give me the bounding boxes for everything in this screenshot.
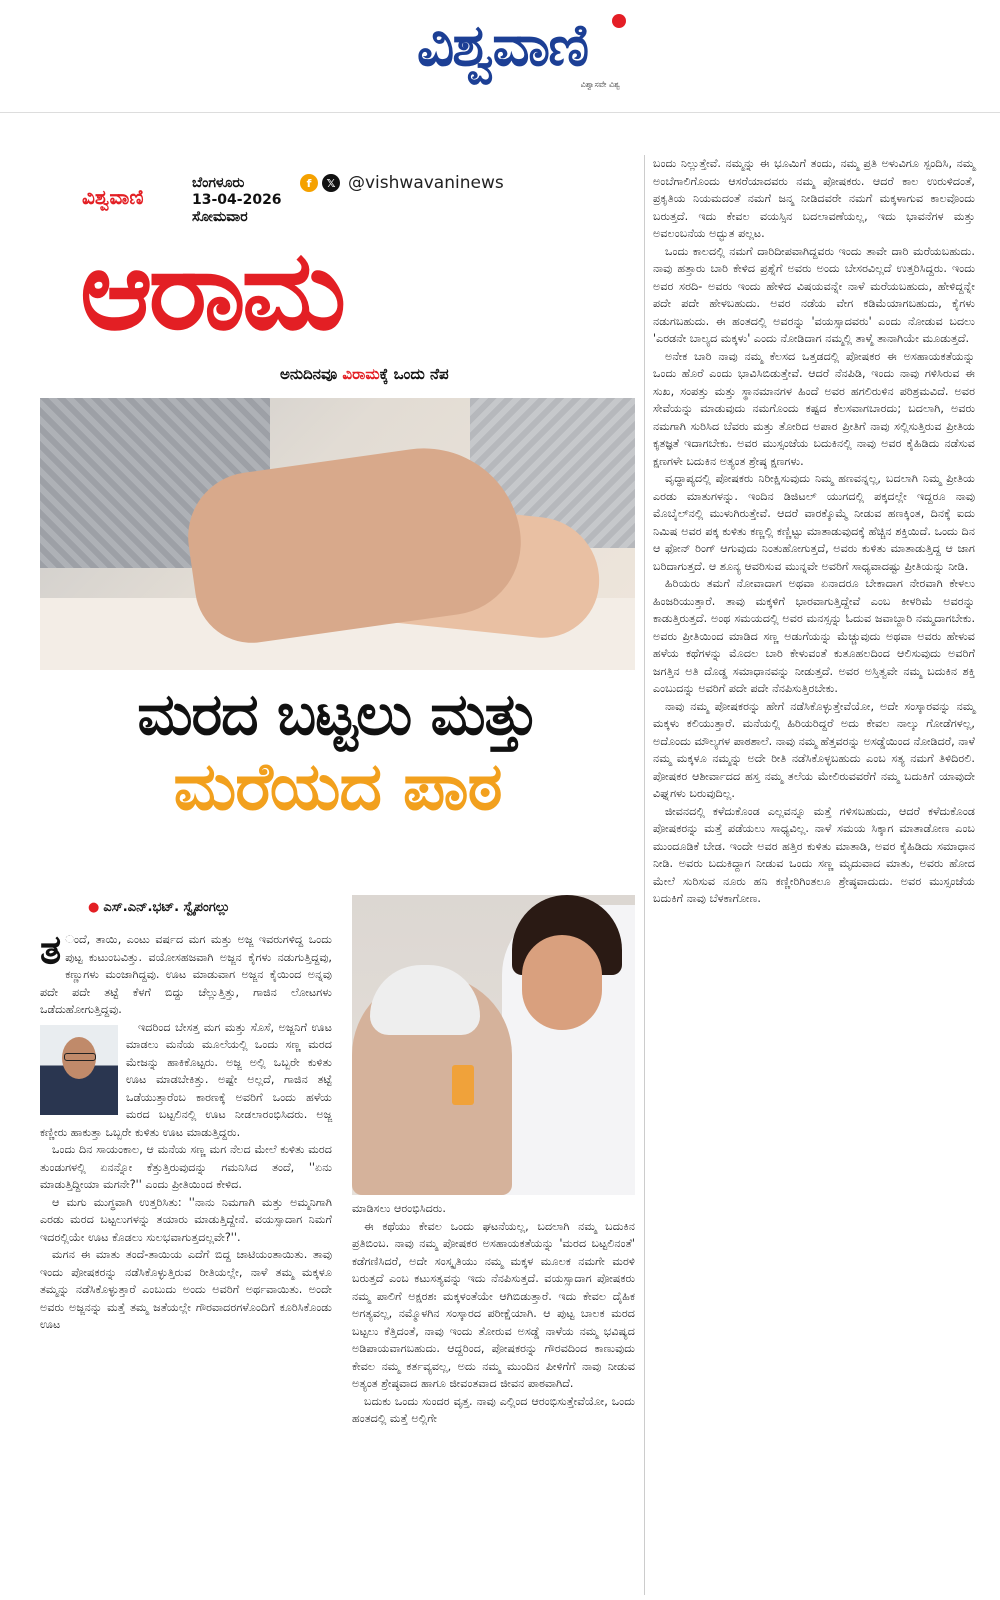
headline-line-2: ಮರೆಯದ ಪಾಠ — [173, 748, 502, 825]
masthead — [0, 0, 1000, 113]
author-name: ಎಸ್.ಎನ್.ಭಟ್. ಸ್ವೈಪಂಗಲ್ಲು — [103, 900, 230, 915]
caregiver-photo — [352, 895, 635, 1195]
section-tagline — [280, 365, 449, 383]
social-handle[interactable]: @vishwavaninews — [348, 173, 504, 193]
nurse-face — [522, 935, 602, 1030]
author-photo — [40, 1025, 118, 1115]
elderly-hair — [370, 965, 480, 1035]
paragraph: ಂದೆ, ತಾಯಿ, ಎಂಟು ವರ್ಷದ ಮಗ ಮತ್ತು ಅಜ್ಜ ಇವರುಗಳಿದ್ದ ಒಂದು ಪುಟ್ಟ ಕುಟುಂಬವಿತ್ತು. ವಯೋಸಹಜವಾಗಿ ಅಜ್ಜನ ಕೈಗಳು ನಡುಗುತ್ತಿದ್ದವು, ಕಣ್ಣುಗಳು ಮಂಜಾಗಿದ್ದವು. ಊಟ ಮಾಡುವಾಗ ಅಜ್ಜನ ಕೈಯಿಂದ ಅನ್ನವು ಪದೇ ಪದೇ ತಟ್ಟೆ ಕೆಳಗೆ ಬಿದ್ದು ಚೆಲ್ಲುತ್ತಿತ್ತು, ಗಾಜಿನ ಲೋಟಗಳು ಒಡೆದುಹೋಗುತ್ತಿದ್ದವು. — [40, 933, 332, 1016]
logo-dot-icon — [612, 14, 626, 28]
juice-glass — [452, 1065, 474, 1105]
paragraph: ಬದುಕು ಒಂದು ಸುಂದರ ವೃತ್ತ. ನಾವು ಎಲ್ಲಿಂದ ಆರಂಭಿಸುತ್ತೇವೆಯೋ, ಒಂದು ಹಂತದಲ್ಲಿ ಮತ್ತೆ ಅಲ್ಲಿಗೇ — [352, 1394, 635, 1425]
byline — [88, 900, 230, 915]
column-1 — [40, 927, 332, 1334]
column-3 — [653, 155, 975, 908]
masthead-title: ವಿಶ್ವವಾಣಿ — [416, 11, 588, 79]
headline-line-1: ಮರದ ಬಟ್ಟಲು ಮತ್ತು — [137, 680, 538, 748]
glasses-icon — [64, 1053, 96, 1061]
tagline-part-a: ಅನುದಿನವೂ — [280, 365, 343, 383]
tagline-part-b: ವಿರಾಮ — [342, 365, 380, 383]
paragraph: ಈ ಕಥೆಯು ಕೇವಲ ಒಂದು ಘಟನೆಯಲ್ಲ, ಬದಲಾಗಿ ನಮ್ಮ ಬದುಕಿನ ಪ್ರತಿಬಿಂಬ. ನಾವು ನಮ್ಮ ಪೋಷಕರ ಅಸಹಾಯಕತೆಯನ್ನು 'ಮರದ ಬಟ್ಟಲಿನಂತೆ' ಕಡೆಗಣಿಸಿದರೆ, ಅದೇ ಸಂಸ್ಕೃತಿಯು ನಮ್ಮ ಮಕ್ಕಳ ಮೂಲಕ ನಮಗೇ ಮರಳಿ ಬರುತ್ತದೆ ಎಂಬ ಕಟುಸತ್ಯವನ್ನು ಇದು ನೆನಪಿಸುತ್ತದೆ. ವಯಸ್ಸಾದಾಗ ಪೋಷಕರು ನಮ್ಮ ಪಾಲಿಗೆ ಅಕ್ಷರಶಃ ಮಕ್ಕಳಂತೆಯೇ ಆಗಿಬಿಡುತ್ತಾರೆ. ಇದು ಕೇವಲ ದೈಹಿಕ ಅಗತ್ಯವಲ್ಲ, ನಮ್ಮೊಳಗಿನ ಸಂಸ್ಕಾರದ ಪರೀಕ್ಷೆಯಾಗಿ. ಆ ಪುಟ್ಟ ಬಾಲಕ ಮರದ ಬಟ್ಟಲು ಕೆತ್ತಿದಂತೆ, ನಾವು ಇಂದು ತೋರುವ ಅಸಡ್ಡೆ ನಾಳೆಯ ನಮ್ಮ ಭವಿಷ್ಯದ ಅಡಿಪಾಯವಾಗಬಹುದು. ಆದ್ದರಿಂದ, ಪೋಷಕರನ್ನು ಗೌರವದಿಂದ ಕಾಣುವುದು ಕೇವಲ ನಮ್ಮ ಕರ್ತವ್ಯವಲ್ಲ, ಅದು ನಮ್ಮ ಮುಂದಿನ ಪೀಳಿಗೆಗೆ ನಾವು ನೀಡುವ ಅತ್ಯಂತ ಶ್ರೇಷ್ಠವಾದ ಹಾಗೂ ಜೀವಂತವಾದ ಜೀವನ ಪಾಠವಾಗಿದೆ. — [352, 1219, 635, 1390]
paragraph: ಒಂದು ದಿನ ಸಾಯಂಕಾಲ, ಆ ಮನೆಯ ಸಣ್ಣ ಮಗ ನೆಲದ ಮೇಲೆ ಕುಳಿತು ಮರದ ತುಂಡುಗಳಲ್ಲಿ ಏನನ್ನೋ ಕೆತ್ತುತ್ತಿರುವುದನ್ನು ಗಮನಿಸಿದ ತಂದೆ, ''ಏನು ಮಾಡುತ್ತಿದ್ದೀಯಾ ಮಗನೇ?'' ಎಂದು ಪ್ರೀತಿಯಿಂದ ಕೇಳಿದ. — [40, 1143, 332, 1191]
section-title: ಆರಾಮ — [80, 226, 343, 354]
column-divider — [644, 155, 645, 1595]
paragraph: ವೃದ್ಧಾಪ್ಯದಲ್ಲಿ ಪೋಷಕರು ನಿರೀಕ್ಷಿಸುವುದು ನಿಮ್ಮ ಹಣವನ್ನಲ್ಲ, ಬದಲಾಗಿ ನಿಮ್ಮ ಪ್ರೀತಿಯ ಎರಡು ಮಾತುಗಳನ್ನು. ಇಂದಿನ ಡಿಜಿಟಲ್ ಯುಗದಲ್ಲಿ ಪಕ್ಕದಲ್ಲೇ ಇದ್ದರೂ ನಾವು ಮೊಬೈಲ್‌ನಲ್ಲಿ ಮುಳುಗಿರುತ್ತೇವೆ. ಆದರೆ ವಾರಕ್ಕೊಮ್ಮೆ ನೀಡುವ ಹಣಕ್ಕಿಂತ, ದಿನಕ್ಕೆ ಐದು ನಿಮಿಷ ಅವರ ಪಕ್ಕ ಕುಳಿತು ಕಣ್ಣಲ್ಲಿ ಕಣ್ಣಿಟ್ಟು ಮಾತಾಡುವುದಕ್ಕೆ ಹೆಚ್ಚಿನ ಶಕ್ತಿಯಿದೆ. ಒಂದು ದಿನ ಆ ಫೋನ್ ರಿಂಗ್ ಆಗುವುದು ನಿಂತುಹೋಗುತ್ತದೆ, ಅವರು ಕುಳಿತು ಮಾತಾಡುತ್ತಿದ್ದ ಆ ಜಾಗ ಬರಿದಾಗುತ್ತದೆ. ಆ ಶೂನ್ಯ ಆವರಿಸುವ ಮುನ್ನವೇ ಅವರಿಗೆ ಸಾಧ್ಯವಾದಷ್ಟು ಪ್ರೀತಿಯನ್ನು ನೀಡಿ. — [653, 472, 975, 573]
paragraph: ಮಾಡಿಸಲು ಆರಂಭಿಸಿದರು. — [352, 1202, 446, 1215]
masthead-logo[interactable] — [362, 6, 642, 96]
tagline-part-c: ಕ್ಕೆ ಒಂದು ನೆಪ — [379, 365, 449, 383]
column-2 — [352, 1200, 635, 1428]
paragraph: ಅನೇಕ ಬಾರಿ ನಾವು ನಮ್ಮ ಕೆಲಸದ ಒತ್ತಡದಲ್ಲಿ ಪೋಷಕರ ಈ ಅಸಹಾಯಕತೆಯನ್ನು ಒಂದು ಹೊರೆ ಎಂದು ಭಾವಿಸಿಬಿಡುತ್ತೇವೆ. ಆದರೆ ನೆನಪಿಡಿ, ಇಂದು ನಾವು ಗಳಿಸಿರುವ ಈ ಸುಖ, ಸಂಪತ್ತು ಮತ್ತು ಸ್ಥಾನಮಾನಗಳ ಹಿಂದೆ ಅವರ ಹಗಲಿರುಳಿನ ಪರಿಶ್ರಮವಿದೆ. ಅವರ ಸೇವೆಯನ್ನು ಮಾಡುವುದು ನಮಗೊಂದು ಕಷ್ಟದ ಕೆಲಸವಾಗಬಾರದು; ಬದಲಾಗಿ, ಅವರು ನಮಗಾಗಿ ಸುರಿಸಿದ ಬೆವರು ಮತ್ತು ತೋರಿದ ಅಪಾರ ಪ್ರೀತಿಗೆ ನಾವು ಸಲ್ಲಿಸುತ್ತಿರುವ ಪ್ರೀತಿಯ ಕೃತಜ್ಞತೆ ಇದಾಗಬೇಕು. ಅವರ ಮುಸ್ಸಂಜೆಯ ಬದುಕಿನಲ್ಲಿ ನಾವು ಅವರ ಕೈಹಿಡಿದು ನಡೆಸುವ ಕ್ಷಣಗಳೇ ಬದುಕಿನ ಅತ್ಯಂತ ಶ್ರೇಷ್ಠ ಕ್ಷಣಗಳು. — [653, 349, 975, 468]
article-headline — [40, 680, 635, 826]
facebook-icon[interactable]: f — [300, 174, 318, 192]
section-banner — [40, 155, 635, 395]
x-icon[interactable]: 𝕏 — [322, 174, 340, 192]
weekday: ಸೋಮವಾರ — [192, 209, 248, 225]
paragraph: ಹಿರಿಯರು ತಮಗೆ ನೋವಾದಾಗ ಅಥವಾ ಏನಾದರೂ ಬೇಕಾದಾಗ ನೇರವಾಗಿ ಕೇಳಲು ಹಿಂಜರಿಯುತ್ತಾರೆ. ತಾವು ಮಕ್ಕಳಿಗೆ ಭಾರವಾಗುತ್ತಿದ್ದೇವೆ ಎಂಬ ಕೀಳರಿಮೆ ಅವರನ್ನು ಕಾಡುತ್ತಿರುತ್ತದೆ. ಅಂಥ ಸಮಯದಲ್ಲಿ ಅವರ ಮನಸ್ಸನ್ನು ಓದುವ ಜವಾಬ್ದಾರಿ ನಮ್ಮದಾಗಬೇಕು. ಅವರು ಪ್ರೀತಿಯಿಂದ ಮಾಡಿದ ಸಣ್ಣ ಅಡುಗೆಯನ್ನು ಮೆಚ್ಚುವುದು ಅಥವಾ ಅವರು ಹೇಳುವ ಹಳೆಯ ಕಥೆಗಳನ್ನು ಮೊದಲ ಬಾರಿ ಕೇಳುವಂತೆ ಕುತೂಹಲದಿಂದ ಆಲಿಸುವುದು ಅವರಿಗೆ ಜಗತ್ತಿನ ಅತಿ ದೊಡ್ಡ ಸಮಾಧಾನವನ್ನು ನೀಡುತ್ತದೆ. ಅವರ ಅಸ್ತಿತ್ವವೇ ನಮ್ಮ ಬದುಕಿನ ಶಕ್ತಿ ಎಂಬುದನ್ನು ಅವರಿಗೆ ಪದೇ ಪದೇ ನೆನಪಿಸುತ್ತಿರಬೇಕು. — [653, 577, 975, 695]
date: 13-04-2026 — [192, 192, 282, 208]
bullet-icon: ● — [88, 900, 100, 915]
paragraph: ಬಂದು ನಿಲ್ಲುತ್ತೇವೆ. ನಮ್ಮನ್ನು ಈ ಭೂಮಿಗೆ ತಂದು, ನಮ್ಮ ಪ್ರತಿ ಅಳುವಿಗೂ ಸ್ಪಂದಿಸಿ, ನಮ್ಮ ಅಂಬೆಗಾಲಿಗೊಂದು ಆಸರೆಯಾದವರು ನಮ್ಮ ಪೋಷಕರು. ಆದರೆ ಕಾಲ ಉರುಳಿದಂತೆ, ಪ್ರಕೃತಿಯ ನಿಯಮದಂತೆ ನಮಗೆ ಜನ್ಮ ನೀಡಿದವರೇ ನಮಗೆ ಮಕ್ಕಳಾಗುವ ಕಾಲವೊಂದು ಬರುತ್ತದೆ. ಇದು ಕೇವಲ ವಯಸ್ಸಿನ ಬದಲಾವಣೆಯಲ್ಲ, ಇದು ಭಾವನೆಗಳ ಮತ್ತು ಅವಲಂಬನೆಯ ಅದ್ಭುತ ಪಲ್ಲಟ. — [653, 157, 975, 240]
city: ಬೆಂಗಳೂರು — [192, 175, 245, 191]
paragraph: ಒಂದು ಕಾಲದಲ್ಲಿ ನಮಗೆ ದಾರಿದೀಪವಾಗಿದ್ದವರು ಇಂದು ತಾವೇ ದಾರಿ ಮರೆಯಬಹುದು. ನಾವು ಹತ್ತಾರು ಬಾರಿ ಕೇಳಿದ ಪ್ರಶ್ನೆಗೆ ಅವರು ಅಂದು ಬೇಸರವಿಲ್ಲದೆ ಉತ್ತರಿಸಿದ್ದರು. ಇಂದು ಅವರ ಸರದಿ- ಅವರು ಇಂದು ಹೇಳಿದ ವಿಷಯವನ್ನೇ ನಾಳೆ ಮರೆಯಬಹುದು, ಹೇಳಿದ್ದನ್ನೇ ಪದೇ ಪದೇ ಹೇಳಬಹುದು. ಅವರ ನಡೆಯ ವೇಗ ಕಡಿಮೆಯಾಗಬಹುದು, ಕೈಗಳು ನಡುಗಬಹುದು. ಈ ಹಂತದಲ್ಲಿ ಅವರನ್ನು 'ವಯಸ್ಸಾದವರು' ಎಂದು ನೋಡುವ ಬದಲು 'ಎರಡನೇ ಬಾಲ್ಯದ ಮಕ್ಕಳು' ಎಂದು ನೋಡಿದಾಗ ನಮ್ಮಲ್ಲಿ ತಾಳ್ಮೆ ತಾನಾಗಿಯೇ ಮೂಡುತ್ತದೆ. — [653, 244, 975, 345]
hands-photo — [40, 398, 635, 670]
paragraph: ಮಗನ ಈ ಮಾತು ತಂದೆ-ತಾಯಿಯ ಎದೆಗೆ ಬಿದ್ದ ಚಾಟಿಯಂತಾಯಿತು. ತಾವು ಇಂದು ಪೋಷಕರನ್ನು ನಡೆಸಿಕೊಳ್ಳುತ್ತಿರುವ ರೀತಿಯಲ್ಲೇ, ನಾಳೆ ತಮ್ಮ ಮಕ್ಕಳೂ ತಮ್ಮನ್ನು ನಡೆಸಿಕೊಳ್ಳುತ್ತಾರೆ ಎಂಬುದು ಅಂದು ಅವರಿಗೆ ಅರ್ಥವಾಯಿತು. ಅಂದೇ ಅವರು ಅಜ್ಜನನ್ನು ಮತ್ತೆ ತಮ್ಮ ಜತೆಯಲ್ಲೇ ಗೌರವಾದರಗಳೊಂದಿಗೆ ಕೂರಿಸಿಕೊಂಡು ಊಟ — [40, 1248, 332, 1331]
paragraph: ನಾವು ನಮ್ಮ ಪೋಷಕರನ್ನು ಹೇಗೆ ನಡೆಸಿಕೊಳ್ಳುತ್ತೇವೆಯೋ, ಅದೇ ಸಂಸ್ಕಾರವನ್ನು ನಮ್ಮ ಮಕ್ಕಳು ಕಲಿಯುತ್ತಾರೆ. ಮನೆಯಲ್ಲಿ ಹಿರಿಯರಿದ್ದರೆ ಅದು ಕೇವಲ ನಾಲ್ಕು ಗೋಡೆಗಳಲ್ಲ, ಅದೊಂದು ಮೌಲ್ಯಗಳ ಪಾಠಶಾಲೆ. ನಾವು ನಮ್ಮ ಹೆತ್ತವರನ್ನು ಅಸಡ್ಡೆಯಿಂದ ನೋಡಿದರೆ, ನಾಳೆ ನಮ್ಮ ಮಕ್ಕಳೂ ನಮ್ಮನ್ನು ಅದೇ ರೀತಿ ನಡೆಸಿಕೊಳ್ಳಬಹುದು ಎಂಬ ಸತ್ಯ ನಮಗೆ ತಿಳಿದಿರಲಿ. ಪೋಷಕರ ಆಶೀರ್ವಾದದ ಹಸ್ತ ನಮ್ಮ ತಲೆಯ ಮೇಲಿರುವವರೆಗೆ ನಮ್ಮ ಬದುಕಿಗೆ ಯಾವುದೇ ವಿಘ್ನಗಳು ಬರುವುದಿಲ್ಲ. — [653, 699, 975, 800]
social-handles — [300, 173, 504, 193]
paragraph: ಇದರಿಂದ ಬೇಸತ್ತ ಮಗ ಮತ್ತು ಸೊಸೆ, ಅಜ್ಜನಿಗೆ ಊಟ ಮಾಡಲು ಮನೆಯ ಮೂಲೆಯಲ್ಲಿ ಒಂದು ಸಣ್ಣ ಮರದ ಮೇಜನ್ನು ಹಾಕಿಕೊಟ್ಟರು. ಅಜ್ಜ ಅಲ್ಲಿ ಒಬ್ಬರೇ ಕುಳಿತು ಊಟ ಮಾಡಬೇಕಿತ್ತು. ಅಷ್ಟೇ ಅಲ್ಲದೆ, ಗಾಜಿನ ತಟ್ಟೆ ಒಡೆಯುತ್ತಾರೆಂಬ ಕಾರಣಕ್ಕೆ ಅವರಿಗೆ ಒಂದು ಹಳೆಯ ಮರದ ಬಟ್ಟಲಿನಲ್ಲಿ ಊಟ ನೀಡಲಾರಂಭಿಸಿದರು. ಅಜ್ಜ ಕಣ್ಣೀರು ಹಾಕುತ್ತಾ ಒಬ್ಬರೇ ಕುಳಿತು ಊಟ ಮಾಡುತ್ತಿದ್ದರು. — [40, 1020, 332, 1139]
drop-cap: ತ — [40, 927, 62, 973]
date-block — [192, 175, 282, 226]
paragraph: ಜೀವನದಲ್ಲಿ ಕಳೆದುಕೊಂಡ ಎಲ್ಲವನ್ನೂ ಮತ್ತೆ ಗಳಿಸಬಹುದು, ಆದರೆ ಕಳೆದುಕೊಂಡ ಪೋಷಕರನ್ನು ಮತ್ತೆ ಪಡೆಯಲು ಸಾಧ್ಯವಿಲ್ಲ. ನಾಳೆ ಸಮಯ ಸಿಕ್ಕಾಗ ಮಾತಾಡೋಣ ಎಂಬ ಮುಂದೂಡಿಕೆ ಬೇಡ. ಇಂದೇ ಅವರ ಹತ್ತಿರ ಕುಳಿತು ಮಾತಾಡಿ, ಅವರ ಕೈಹಿಡಿದು ಸಮಾಧಾನ ನೀಡಿ. ಅವರು ಬದುಕಿದ್ದಾಗ ನೀಡುವ ಒಂದು ಸಣ್ಣ ಮೃದುವಾದ ಮಾತು, ಅವರು ಹೋದ ಮೇಲೆ ಸುರಿಸುವ ನೂರು ಹನಿ ಕಣ್ಣೀರಿಗಿಂತಲೂ ಶ್ರೇಷ್ಠವಾದುದು. ಅವರ ಮುಸ್ಸಂಜೆಯ ಬದುಕಿಗೆ ನಾವು ಬೆಳಕಾಗೋಣ. — [653, 804, 975, 905]
masthead-tagline: ವಿಶ್ವಾಸವೇ ವಿಶ್ವ — [580, 80, 620, 89]
article-page — [40, 155, 975, 1595]
paragraph: ಆ ಮಗು ಮುಗ್ಧವಾಗಿ ಉತ್ತರಿಸಿತು: ''ನಾನು ನಿಮಗಾಗಿ ಮತ್ತು ಅಮ್ಮನಿಗಾಗಿ ಎರಡು ಮರದ ಬಟ್ಟಲುಗಳನ್ನು ತಯಾರು ಮಾಡುತ್ತಿದ್ದೇನೆ. ವಯಸ್ಸಾದಾಗ ನಿಮಗೆ ಇದರಲ್ಲಿಯೇ ಊಟ ಕೊಡಲು ಸುಲಭವಾಗುತ್ತದಲ್ಲವೇ?''. — [40, 1195, 332, 1244]
banner-logo: ವಿಶ್ವವಾಣಿ — [82, 185, 144, 209]
